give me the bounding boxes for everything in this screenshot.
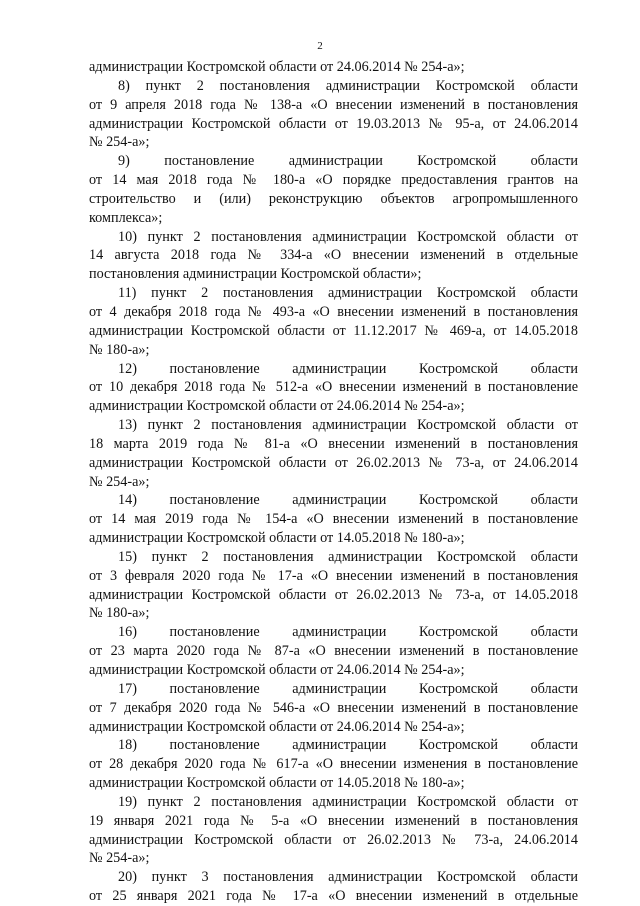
text-line: 14) постановление администрации Костромской области	[118, 492, 578, 509]
text-line: 9) постановление администрации Костромской области	[118, 153, 578, 170]
text-line: от 14 мая 2018 года № 180-а «О порядке предоставления грантов на	[89, 172, 578, 189]
text-line: 16) постановление администрации Костромской области	[118, 624, 578, 641]
text-line: администрации Костромской области от 24.06.2014 № 254-а»;	[89, 718, 465, 735]
text-line: 13) пункт 2 постановления администрации Костромской области от	[118, 417, 578, 434]
text-line: 19) пункт 2 постановления администрации Костромской области от	[118, 793, 578, 810]
text-line: от 25 января 2021 года № 17-а «О внесении изменений в отдельные	[89, 888, 578, 905]
document-body	[89, 58, 578, 906]
text-line: от 4 декабря 2018 года № 493-а «О внесении изменений в постановления	[89, 303, 578, 320]
text-line: 15) пункт 2 постановления администрации Костромской области	[118, 548, 578, 565]
text-line: от 28 декабря 2020 года № 617-а «О внесении изменения в постановление	[89, 756, 578, 773]
page-number: 2	[317, 40, 323, 52]
text-line: № 254-а»;	[89, 850, 150, 867]
text-line: от 7 декабря 2020 года № 546-а «О внесении изменений в постановление	[89, 699, 578, 716]
text-line: комплекса»;	[89, 209, 163, 226]
text-line: № 254-а»;	[89, 134, 150, 151]
text-line: администрации Костромской области от 26.02.2013 № 73-а, от 24.06.2014	[89, 454, 578, 471]
text-line: администрации Костромской области от 24.06.2014 № 254-а»;	[89, 398, 465, 415]
text-line: администрации Костромской области от 26.02.2013 № 73-а, 24.06.2014	[89, 831, 578, 848]
text-line: строительство и (или) реконструкцию объектов агропромышленного	[89, 190, 578, 207]
text-line: от 23 марта 2020 года № 87-а «О внесении изменений в постановление	[89, 643, 578, 660]
text-line: от 3 февраля 2020 года № 17-а «О внесении изменений в постановления	[89, 567, 578, 584]
text-line: администрации Костромской области от 19.03.2013 № 95-а, от 24.06.2014	[89, 115, 578, 132]
text-line: 8) пункт 2 постановления администрации Костромской области	[118, 77, 578, 94]
text-line: администрации Костромской области от 11.12.2017 № 469-а, от 14.05.2018	[89, 322, 578, 339]
text-line: 14 августа 2018 года № 334-а «О внесении изменений в отдельные	[89, 247, 578, 264]
text-line: 11) пункт 2 постановления администрации Костромской области	[118, 285, 578, 302]
text-line: администрации Костромской области от 24.06.2014 № 254-а»;	[89, 662, 465, 678]
text-line: постановления администрации Костромской области»;	[89, 266, 422, 283]
text-line: 19 января 2021 года № 5-а «О внесении изменений в постановления	[89, 812, 578, 829]
text-line: от 9 апреля 2018 года № 138-а «О внесении изменений в постановления	[89, 96, 578, 113]
text-line: 10) пункт 2 постановления администрации Костромской области от	[118, 228, 578, 245]
text-line: от 10 декабря 2018 года № 512-а «О внесении изменений в постановление	[89, 379, 578, 396]
text-line: 20) пункт 3 постановления администрации Костромской области	[118, 869, 578, 886]
text-line: № 180-а»;	[89, 341, 150, 358]
text-line: № 254-а»;	[89, 473, 150, 490]
text-line: администрации Костромской области от 24.06.2014 № 254-а»;	[89, 59, 465, 75]
text-line: 12) постановление администрации Костромской области	[118, 360, 578, 377]
text-line: администрации Костромской области от 26.02.2013 № 73-а, от 14.05.2018	[89, 586, 578, 603]
text-line: № 180-а»;	[89, 605, 150, 622]
text-line: от 14 мая 2019 года № 154-а «О внесении изменений в постановление	[89, 511, 578, 528]
text-line: администрации Костромской области от 14.05.2018 № 180-а»;	[89, 775, 465, 792]
text-line: 18 марта 2019 года № 81-а «О внесении изменений в постановления	[89, 435, 578, 452]
text-line: 17) постановление администрации Костромской области	[118, 680, 578, 697]
text-line: 18) постановление администрации Костромской области	[118, 737, 578, 754]
text-line: администрации Костромской области от 14.05.2018 № 180-а»;	[89, 530, 465, 547]
